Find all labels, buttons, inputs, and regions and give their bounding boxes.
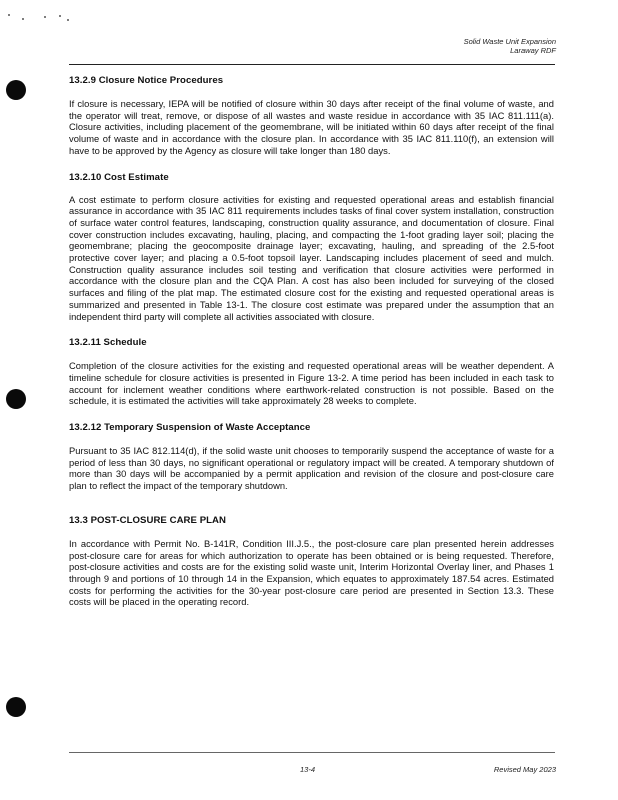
page-number: 13-4 bbox=[300, 765, 316, 774]
scan-artifact bbox=[8, 12, 78, 22]
section-body-cost-estimate: A cost estimate to perform closure activities for existing and requested operational areas and establish financial assurance in accordance with 35 IAC 811 requirements includes tasks of final cover system installation, construction of surface water control features, landscaping, construction quality assurance, and documentation of closure. Final cover construction includes excavating, hauling, placing, and compacting the 1-foot grading layer soil; placing the geomembrane; placing the geocomposite drainage layer; excavating, hauling, and spreading of the 2.5-foot protective cover layer; and placing a 0.5-foot topsoil layer. Landscaping includes placement of seed and mulch. Construction quality assurance includes soil testing and verification that closure activities were performed in accordance with the closure plan and the CQA Plan. A cost has also been included for surveying of the closed surfaces and filing of the plat map. The estimated closure cost for the existing and requested operational areas is summarized and presented in Table 13-1. The closure cost estimate was prepared under the assumption that an independent third party will complete all activities associated with closure. bbox=[69, 194, 554, 322]
binder-hole-mark bbox=[6, 389, 26, 409]
section-body-closure-notice: If closure is necessary, IEPA will be notified of closure within 30 days after receipt of the final volume of waste, and the operator will treat, remove, or dispose of all wastes and waste residue in accordance with 35 IAC 811.111(a). Closure activities, including placement of the geomembrane, will be initiated within 60 days after receipt of the final volume of waste and in accordance with the closure plan. In accordance with 35 IAC 811.110(f), an extension will have to be approved by the Agency as closure will take longer than 180 days. bbox=[69, 99, 554, 156]
header-divider bbox=[69, 64, 555, 65]
section-body-post-closure: In accordance with Permit No. B-141R, Condition III.J.5., the post-closure care plan presented herein addresses post-closure care for areas for which authorization to operate has been obtained or is being requested. Therefore, post-closure activities and costs are for the existing solid waste unit, Interim Horizontal Overlay liner, and Phases 1 through 9 and portions of 10 through 14 in the Expansion, which equates to approximately 187.54 acres. Estimated costs for performing the activities for the 30-year post-closure care period are presented in Section 13.3. These costs will be placed in the operating record. bbox=[69, 538, 554, 608]
section-heading-post-closure: 13.3 POST-CLOSURE CARE PLAN bbox=[69, 514, 227, 526]
running-header bbox=[464, 37, 556, 55]
revision-date: Revised May 2023 bbox=[493, 765, 556, 774]
binder-hole-mark bbox=[6, 80, 26, 100]
section-body-temporary-suspension: Pursuant to 35 IAC 812.114(d), if the solid waste unit chooses to temporarily suspend the acceptance of waste for a period of less than 30 days, no significant operational or regulatory impact will be created. A temporary shutdown of more than 30 days will be accompanied by a permit application and revision of the closure and post-closure care plan to reflect the impact of the temporary shutdown. bbox=[69, 446, 554, 492]
footer-divider bbox=[69, 752, 555, 753]
binder-hole-mark bbox=[6, 697, 26, 717]
header-subtitle: Laraway RDF bbox=[510, 46, 556, 55]
section-heading-schedule: 13.2.11 Schedule bbox=[69, 337, 147, 349]
section-heading-cost-estimate: 13.2.10 Cost Estimate bbox=[69, 171, 169, 183]
document-body bbox=[69, 75, 554, 609]
section-heading-closure-notice: 13.2.9 Closure Notice Procedures bbox=[69, 75, 224, 86]
section-heading-temporary-suspension: 13.2.12 Temporary Suspension of Waste Acceptance bbox=[69, 422, 311, 434]
section-body-schedule: Completion of the closure activities for the existing and requested operational areas will be weather dependent. A timeline schedule for closure activities is presented in Figure 13-2. A time period has been included in each task to account for inclement weather conditions where earthwork-related construction is not possible. Based on the schedule, it is estimated the activities will take approximately 28 weeks to complete. bbox=[69, 361, 554, 407]
header-title: Solid Waste Unit Expansion bbox=[463, 37, 556, 46]
